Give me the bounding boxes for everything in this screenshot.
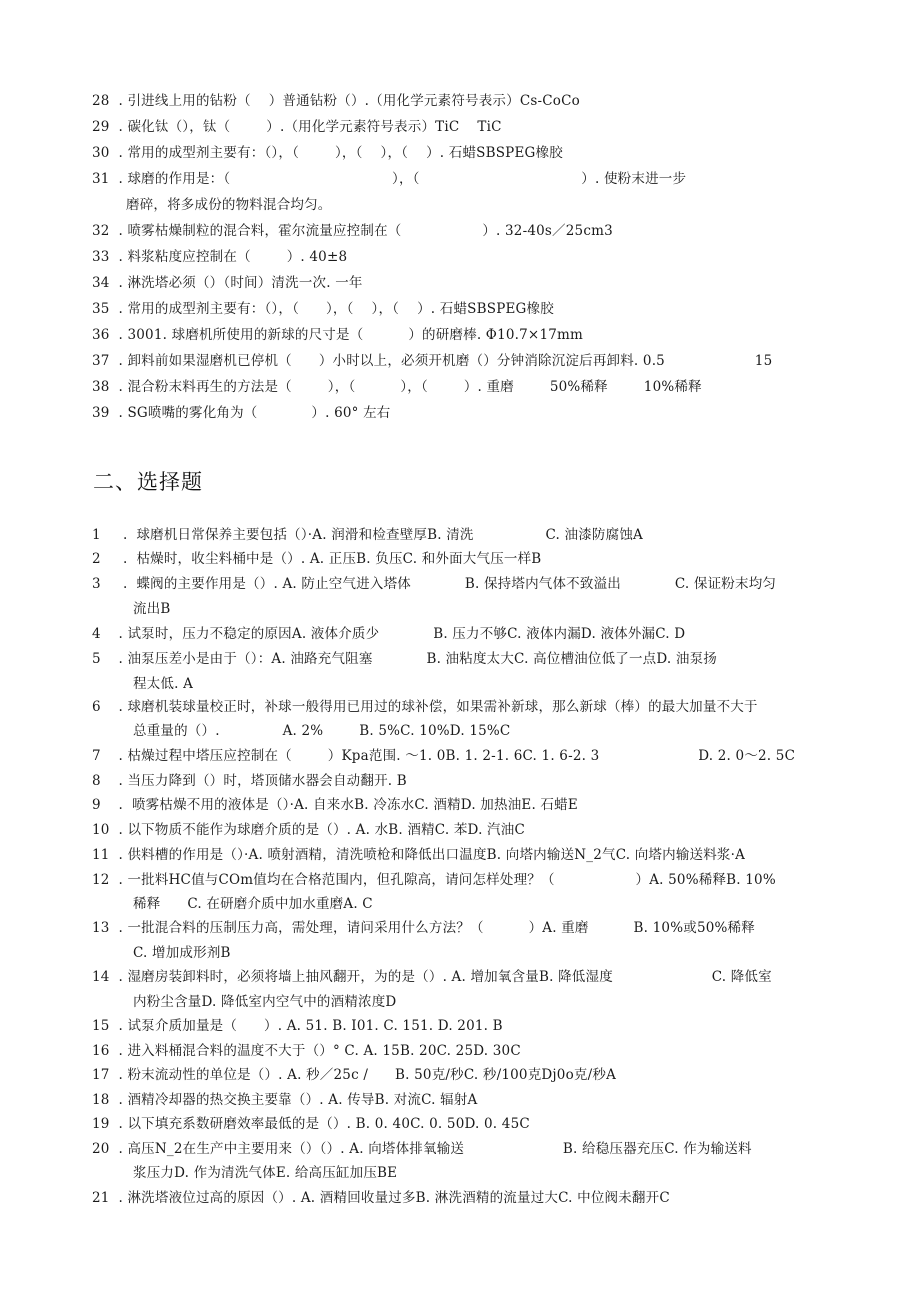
question-line	[92, 300, 554, 318]
question-line	[92, 747, 795, 765]
question-line	[92, 378, 702, 396]
question-number: 36	[92, 327, 110, 343]
question-line	[92, 404, 391, 422]
question-number: 37	[92, 353, 110, 369]
question-text: . 喷雾枯燥制粒的混合料，霍尔流量应控制在（ ）. 32-40s／25cm3	[114, 223, 613, 239]
question-line	[92, 92, 580, 110]
question-line	[92, 170, 686, 188]
question-number: 32	[92, 223, 110, 239]
question-text: 磨碎，将多成份的物料混合均匀。	[126, 197, 332, 213]
question-text: . 枯燥过程中塔压应控制在（ ）Kpa范围. ～1. 0B. 1. 2-1. 6C. 1. 6-2. 3 D. 2. 0～2. 5C	[114, 748, 796, 764]
question-number: 11	[92, 847, 110, 863]
question-text: . SG喷嘴的雾化角为（ ）. 60° 左右	[114, 405, 391, 421]
question-line	[92, 550, 541, 568]
question-text: 流出B	[133, 601, 171, 617]
question-number: 6	[92, 699, 101, 715]
question-line	[92, 846, 745, 864]
question-text: . 当压力降到（）时，塔顶储水器会自动翻开. B	[114, 773, 407, 789]
question-line	[92, 1066, 616, 1084]
question-number: 5	[92, 651, 101, 667]
question-number: 38	[92, 379, 110, 395]
question-number: 8	[92, 773, 101, 789]
question-line	[92, 772, 407, 790]
question-continuation	[133, 675, 193, 693]
question-text: . 试泵介质加量是（ ）. A. 51. B. I01. C. 151. D. 201. B	[114, 1018, 503, 1034]
question-text: . 枯燥时，收尘料桶中是（）. A. 正压B. 负压C. 和外面大气压一样B	[114, 551, 542, 567]
question-number: 18	[92, 1092, 110, 1108]
question-line	[92, 352, 772, 370]
question-number: 28	[92, 93, 110, 109]
question-number: 20	[92, 1141, 110, 1157]
question-continuation	[126, 196, 332, 214]
question-line	[92, 871, 776, 889]
question-text: . 湿磨房装卸料时，必须将墙上抽风翻开，为的是（）. A. 增加氧含量B. 降低湿度 C. 降低室	[114, 969, 772, 985]
question-line	[92, 1189, 670, 1207]
question-number: 12	[92, 872, 110, 888]
question-line	[92, 1091, 477, 1109]
question-line	[92, 222, 613, 240]
question-text: . 球磨机日常保养主要包括（）·A. 润滑和检查壁厚B. 清洗 C. 油漆防腐蚀A	[114, 527, 643, 543]
question-line	[92, 1042, 521, 1060]
question-line	[92, 698, 758, 716]
question-text: . 淋洗塔必须（）（时间）清洗一次. 一年	[114, 275, 363, 291]
question-text: . 常用的成型剂主要有：（），（ ），（ ），（ ）. 石蜡SBSPEG橡胶	[114, 145, 563, 161]
question-line	[92, 575, 776, 593]
question-line	[92, 968, 772, 986]
question-text: 总重量的（）. A. 2% B. 5%C. 10%D. 15%C	[133, 723, 511, 739]
question-text: 稀释 C. 在研磨介质中加水重磨A. C	[133, 896, 373, 912]
question-text: . 高压N_2在生产中主要用来（）（）. A. 向塔体排氧输送 B. 给稳压器充压C. 作为输送料	[114, 1141, 752, 1157]
question-text: . 蝶阀的主要作用是（）. A. 防止空气进入塔体 B. 保持塔内气体不致溢出 C. 保证粉末均匀	[114, 576, 777, 592]
question-line	[92, 919, 755, 937]
question-number: 4	[92, 626, 101, 642]
question-text: . 引进线上用的钻粉（ ）普通钻粉（）.（用化学元素符号表示）Cs-CoCo	[114, 93, 580, 109]
question-continuation	[133, 1164, 397, 1182]
question-continuation	[133, 600, 171, 618]
question-text: . 进入料桶混合料的温度不大于（）° C. A. 15B. 20C. 25D. 30C	[114, 1043, 521, 1059]
question-continuation	[133, 722, 510, 740]
question-line	[92, 144, 563, 162]
question-line	[92, 1140, 752, 1158]
question-number: 16	[92, 1043, 110, 1059]
question-number: 10	[92, 822, 110, 838]
question-text: . 球磨机装球量校正时，补球一般得用已用过的球补偿，如果需补新球，那么新球（棒）的最大加量不大于	[114, 699, 758, 715]
question-number: 21	[92, 1190, 110, 1206]
question-text: . 混合粉末料再生的方法是（ ），（ ），（ ）. 重磨 50%稀释 10%稀释	[114, 379, 702, 395]
question-line	[92, 248, 347, 266]
question-number: 19	[92, 1116, 110, 1132]
question-number: 35	[92, 301, 110, 317]
question-text: . 一批混合料的压制压力高，需处理，请问采用什么方法？（ ）A. 重磨 B. 10%或50%稀释	[114, 920, 755, 936]
question-number: 2	[92, 551, 101, 567]
question-text: . 油泵压差小是由于（）：A. 油路充气阻塞 B. 油粘度太大C. 高位槽油位低了一点D. 油泵扬	[114, 651, 718, 667]
question-line	[92, 1017, 503, 1035]
question-text: . 料浆粘度应控制在（ ）. 40±8	[114, 249, 348, 265]
question-line	[92, 118, 502, 136]
question-number: 15	[92, 1018, 110, 1034]
question-number: 34	[92, 275, 110, 291]
question-number: 29	[92, 119, 110, 135]
question-line	[92, 821, 525, 839]
question-text: . 试泵时，压力不稳定的原因A. 液体介质少 B. 压力不够C. 液体内漏D. 液体外漏C. D	[114, 626, 686, 642]
question-text: . 一批料HC值与COm值均在合格范围内，但孔隙高，请问怎样处理？（ ）A. 50%稀释B. 10%	[114, 872, 776, 888]
question-number: 9	[92, 797, 101, 813]
question-number: 33	[92, 249, 110, 265]
question-text: 浆压力D. 作为清洗气体E. 给高压缸加压BE	[133, 1165, 398, 1181]
question-number: 17	[92, 1067, 110, 1083]
question-text: . 3001. 球磨机所使用的新球的尺寸是（ ）的研磨棒. Φ10.7×17mm	[114, 327, 584, 343]
question-text: 程太低. A	[133, 676, 194, 692]
question-number: 13	[92, 920, 110, 936]
question-text: . 酒精冷却器的热交换主要靠（）. A. 传导B. 对流C. 辐射A	[114, 1092, 478, 1108]
question-number: 14	[92, 969, 110, 985]
question-line	[92, 625, 685, 643]
question-number: 30	[92, 145, 110, 161]
question-number: 1	[92, 527, 101, 543]
question-line	[92, 274, 363, 292]
question-number: 31	[92, 171, 110, 187]
question-text: 内粉尘含量D. 降低室内空气中的酒精浓度D	[133, 994, 397, 1010]
question-continuation	[133, 993, 396, 1011]
question-text: . 粉末流动性的单位是（）. A. 秒／25c / B. 50克/秒C. 秒/100克Dj0o克/秒A	[114, 1067, 617, 1083]
question-number: 39	[92, 405, 110, 421]
question-line	[92, 650, 717, 668]
question-text: . 常用的成型剂主要有：（），（ ），（ ），（ ）. 石蜡SBSPEG橡胶	[114, 301, 554, 317]
question-text: . 淋洗塔液位过高的原因（）. A. 酒精回收量过多B. 淋洗酒精的流量过大C. 中位阀未翻开C	[114, 1190, 670, 1206]
question-number: 7	[92, 748, 101, 764]
question-text: . 卸料前如果湿磨机已停机（ ）小时以上，必须开机磨（）分钟消除沉淀后再卸料. 0.5 15	[114, 353, 773, 369]
question-text: . 球磨的作用是：（ ），（ ）. 使粉末进一步	[114, 171, 687, 187]
question-text: . 以下填充系数研磨效率最低的是（）. B. 0. 40C. 0. 50D. 0. 45C	[114, 1116, 530, 1132]
question-line	[92, 526, 643, 544]
section-title: 二、选择题	[93, 470, 203, 494]
question-line	[92, 1115, 530, 1133]
question-line	[92, 796, 578, 814]
question-text: . 碳化钛（），钛（ ）.（用化学元素符号表示）TiC TiC	[114, 119, 502, 135]
question-text: . 以下物质不能作为球磨介质的是（）. A. 水B. 酒精C. 苯D. 汽油C	[114, 822, 525, 838]
question-text: . 喷雾枯燥不用的液体是（）·A. 自来水B. 冷冻水C. 酒精D. 加热油E. 石蜡E	[114, 797, 578, 813]
question-text: . 供料槽的作用是（）·A. 喷射酒精，清洗喷枪和降低出口温度B. 向塔内输送N_2气C. 向塔内输送料浆·A	[114, 847, 746, 863]
question-continuation	[133, 944, 231, 962]
question-line	[92, 326, 583, 344]
question-continuation	[133, 895, 373, 913]
question-text: C. 增加成形剂B	[133, 945, 231, 961]
question-number: 3	[92, 576, 101, 592]
